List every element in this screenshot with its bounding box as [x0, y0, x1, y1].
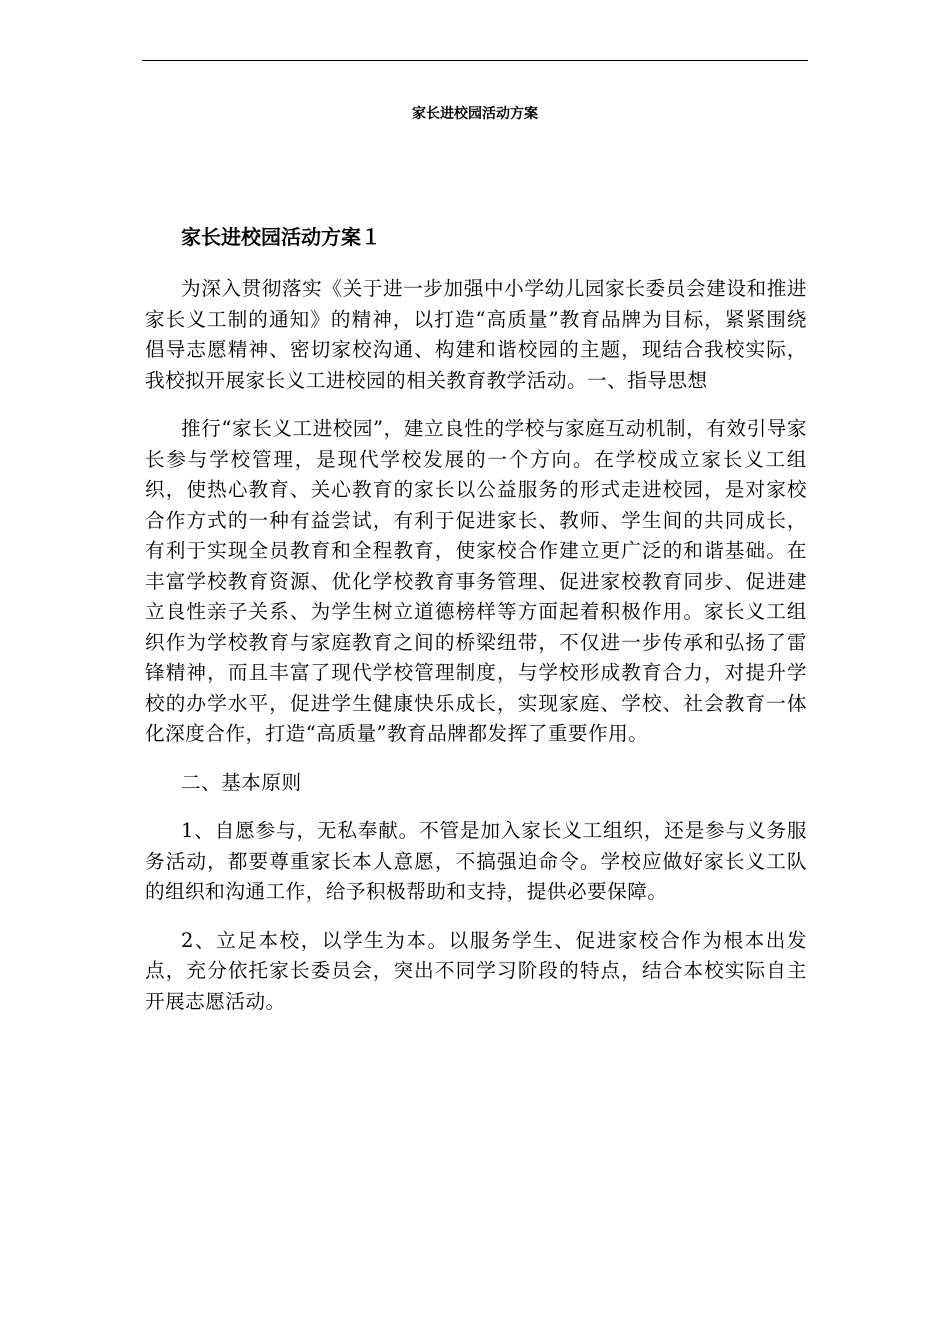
paragraph-guiding-ideology: 推行“家长义工进校园”，建立良性的学校与家庭互动机制，有效引导家长参与学校管理，是现代学校发展的一个方向。在学校成立家长义工组织，使热心教育、关心教育的家长以公益服务的形式走进校园，是对家校合作方式的一种有益尝试，有利于促进家长、教师、学生间的共同成长，有利于实现全员教育和全程教育，使家校合作建立更广泛的和谐基础。在丰富学校教育资源、优化学校教育事务管理、促进家校教育同步、促进建立良性亲子关系、为学生树立道德榜样等方面起着积极作用。家长义工组织作为学校教育与家庭教育之间的桥梁纽带，不仅进一步传承和弘扬了雷锋精神，而且丰富了现代学校管理制度，与学校形成教育合力，对提升学校的办学水平，促进学生健康快乐成长，实现家庭、学校、社会教育一体化深度合作，打造“高质量”教育品牌都发挥了重要作用。: [145, 417, 807, 745]
paragraph-principle-1: 1、自愿参与，无私奉献。不管是加入家长义工组织，还是参与义务服务活动，都要尊重家长本人意愿，不搞强迫命令。学校应做好家长义工队的组织和沟通工作，给予积极帮助和支持，提供必要保障。: [145, 819, 807, 903]
section-heading-basic-principles: 二、基本原则: [181, 770, 302, 794]
running-header: 家长进校园活动方案: [412, 106, 538, 122]
paragraph-principle-2: 2、立足本校，以学生为本。以服务学生、促进家校合作为根本出发点，充分依托家长委员会，突出不同学习阶段的特点，结合本校实际自主开展志愿活动。: [145, 928, 807, 1013]
paragraph-intro: 为深入贯彻落实《关于进一步加强中小学幼儿园家长委员会建设和推进家长义工制的通知》的精神，以打造“高质量”教育品牌为目标，紧紧围绕倡导志愿精神、密切家校沟通、构建和谐校园的主题，现结合我校实际，我校拟开展家长义工进校园的相关教育教学活动。一、指导思想: [145, 277, 807, 392]
document-heading: 家长进校园活动方案１: [181, 225, 381, 249]
header-rule: [142, 60, 808, 61]
document-body: [145, 220, 807, 1035]
